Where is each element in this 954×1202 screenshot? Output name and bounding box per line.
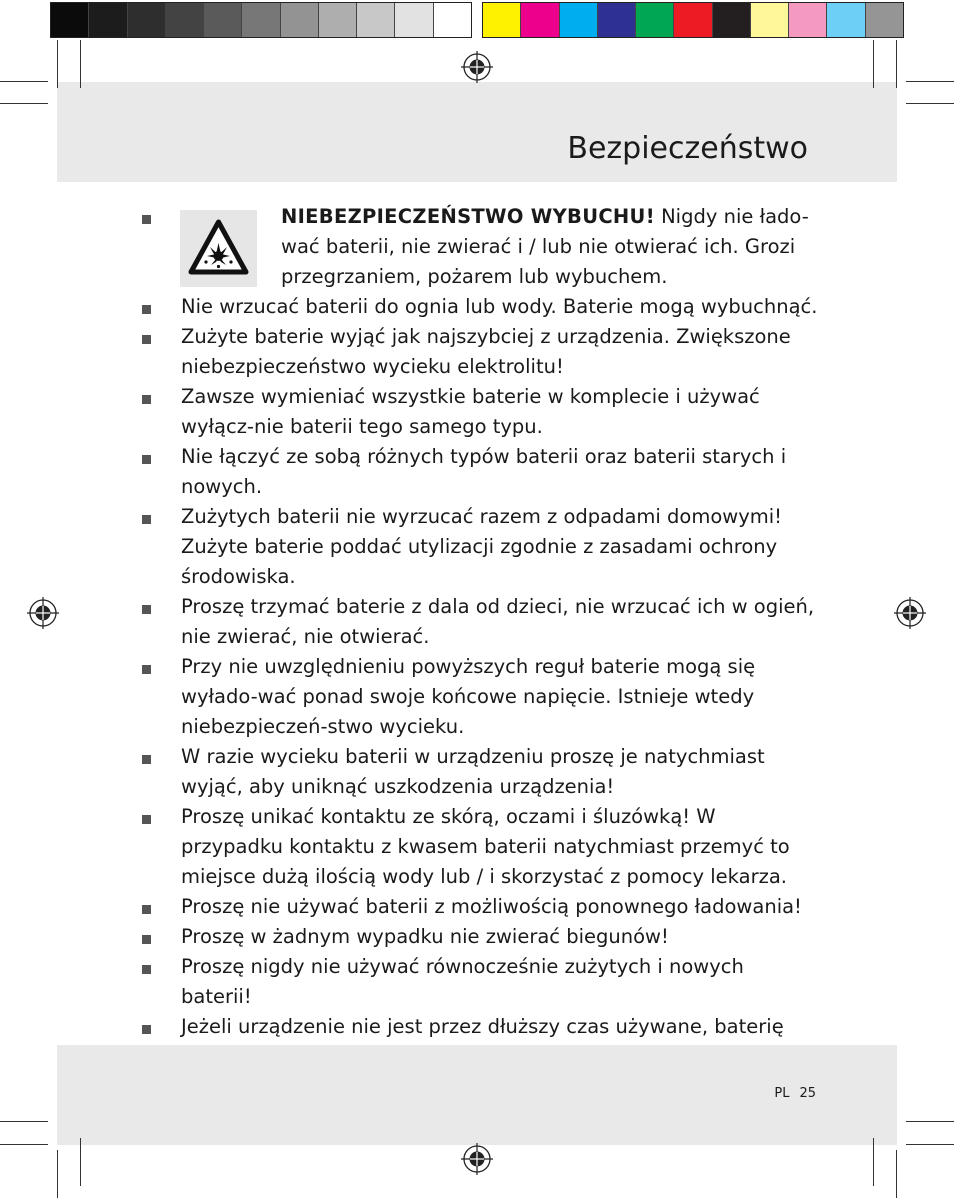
list-item — [140, 442, 820, 502]
bullet — [142, 935, 151, 944]
color-swatch — [674, 3, 712, 37]
color-swatch — [483, 3, 521, 37]
list-item — [140, 322, 820, 382]
gray-swatch — [357, 3, 395, 37]
safety-list — [140, 202, 820, 1042]
bullet — [142, 965, 151, 974]
crop-mark — [906, 103, 954, 104]
crop-mark — [873, 40, 874, 88]
color-swatch — [598, 3, 636, 37]
color-swatch — [751, 3, 789, 37]
crop-mark — [0, 103, 48, 104]
list-item-text: Nie wrzucać baterii do ognia lub wody. Baterie mogą wybuchnąć. — [181, 295, 818, 318]
bullet — [142, 395, 151, 404]
gray-swatch — [434, 3, 471, 37]
list-item-text: Proszę unikać kontaktu ze skórą, oczami i śluzówką! W przypadku kontaktu z kwasem baterii natychmiast przemyć to miejsce dużą ilością wody lub / i skorzystać z pomocy lekarza. — [181, 805, 790, 888]
list-item-text: Zużyte baterie wyjąć jak najszybciej z urządzenia. Zwiększone niebezpieczeństwo wycieku elektrolitu! — [181, 325, 791, 378]
crop-mark — [80, 40, 81, 88]
color-swatch — [560, 3, 598, 37]
process-color-bar — [482, 2, 904, 38]
crop-mark — [906, 1121, 954, 1122]
crop-mark — [896, 40, 897, 88]
list-item-text: Zużytych baterii nie wyrzucać razem z odpadami domowymi! Zużyte baterie poddać utylizacji zgodnie z zasadami ochrony środowiska. — [181, 505, 782, 588]
color-swatch — [636, 3, 674, 37]
crop-mark — [57, 40, 58, 88]
crop-mark — [0, 1121, 48, 1122]
list-item — [140, 922, 820, 952]
bullet — [142, 215, 151, 224]
grayscale-color-bar — [50, 2, 472, 38]
gray-swatch — [395, 3, 433, 37]
crop-mark — [906, 1144, 954, 1145]
bullet — [142, 665, 151, 674]
list-item — [140, 802, 820, 892]
gray-swatch — [319, 3, 357, 37]
bullet — [142, 305, 151, 314]
color-swatch — [866, 3, 903, 37]
language-code: PL — [774, 1086, 790, 1101]
color-swatch — [789, 3, 827, 37]
list-item — [140, 292, 820, 322]
list-item-text: Proszę nie używać baterii z możliwością ponownego ładowania! — [181, 895, 802, 918]
color-swatch — [713, 3, 751, 37]
bullet — [142, 605, 151, 614]
warning-text: Nigdy nie łado-wać baterii, nie zwierać i / lub nie otwierać ich. Grozi przegrzaniem, pożarem lub wybuchem. — [281, 205, 809, 288]
crop-mark — [0, 81, 48, 82]
bullet — [142, 1025, 151, 1034]
list-item-text: Nie łączyć ze sobą różnych typów baterii oraz baterii starych i nowych. — [181, 445, 787, 498]
crop-mark — [80, 1138, 81, 1186]
page-title: Bezpieczeństwo — [567, 131, 808, 166]
registration-mark-icon — [893, 596, 927, 630]
list-item-text: Przy nie uwzględnieniu powyższych reguł baterie mogą się wyłado-wać ponad swoje końcowe napięcie. Istnieje wtedy niebezpieczeń-stwo wycieku. — [181, 655, 756, 738]
explosion-hazard-icon — [180, 210, 257, 287]
list-item-text: Proszę trzymać baterie z dala od dzieci, nie wrzucać ich w ogień, nie zwierać, nie otwierać. — [181, 595, 815, 648]
crop-mark — [896, 1150, 897, 1198]
bullet — [142, 755, 151, 764]
page-number: 25 — [799, 1086, 816, 1101]
bullet — [142, 515, 151, 524]
crop-mark — [57, 1150, 58, 1198]
list-item — [140, 892, 820, 922]
list-item-text: W razie wycieku baterii w urządzeniu proszę je natychmiast wyjąć, aby uniknąć uszkodzenia urządzenia! — [181, 745, 765, 798]
list-item — [140, 652, 820, 742]
gray-swatch — [242, 3, 280, 37]
list-item-text: Proszę nigdy nie używać równocześnie zużytych i nowych baterii! — [181, 955, 744, 1008]
registration-mark-icon — [460, 1142, 494, 1176]
crop-mark — [873, 1138, 874, 1186]
warning-item — [140, 202, 820, 292]
list-item — [140, 1012, 820, 1042]
list-item — [140, 952, 820, 1012]
bullet — [142, 335, 151, 344]
gray-swatch — [281, 3, 319, 37]
crop-mark — [0, 1144, 48, 1145]
gray-swatch — [128, 3, 166, 37]
list-item-text: Jeżeli urządzenie nie jest przez dłuższy czas używane, baterię — [181, 1015, 784, 1038]
list-item — [140, 742, 820, 802]
gray-swatch — [89, 3, 127, 37]
list-item-text: Zawsze wymieniać wszystkie baterie w komplecie i używać wyłącz-nie baterii tego samego typu. — [181, 385, 760, 438]
list-item — [140, 592, 820, 652]
bullet — [142, 455, 151, 464]
gray-swatch — [204, 3, 242, 37]
page-footer — [764, 1085, 816, 1103]
color-swatch — [521, 3, 559, 37]
color-swatch — [827, 3, 865, 37]
list-item — [140, 382, 820, 442]
list-item-text: Proszę w żadnym wypadku nie zwierać biegunów! — [181, 925, 669, 948]
gray-swatch — [51, 3, 89, 37]
bullet — [142, 905, 151, 914]
registration-mark-icon — [26, 596, 60, 630]
warning-heading: NIEBEZPIECZEŃSTWO WYBUCHU! — [281, 205, 655, 228]
gray-swatch — [166, 3, 204, 37]
bullet — [142, 815, 151, 824]
crop-mark — [906, 81, 954, 82]
registration-mark-icon — [460, 50, 494, 84]
list-item — [140, 502, 820, 592]
